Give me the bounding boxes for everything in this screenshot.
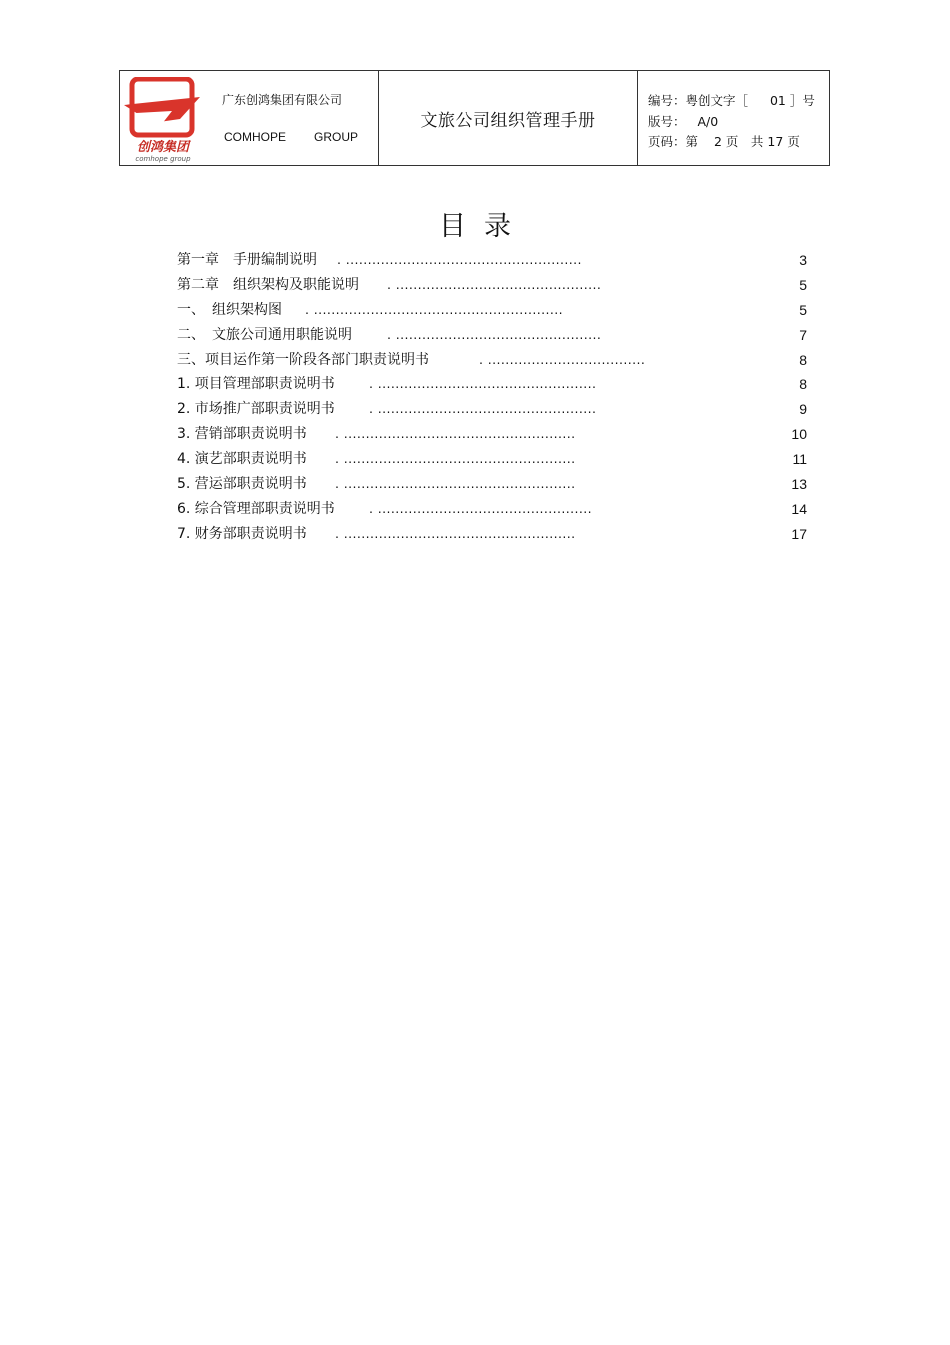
toc-entry-label: 三、项目运作第一阶段各部门职责说明书 [177, 351, 429, 368]
toc-entry-page: 14 [791, 500, 807, 517]
company-name-en-2: GROUP [314, 130, 359, 144]
toc-entry[interactable] [177, 325, 807, 350]
toc-entry[interactable] [177, 374, 807, 399]
toc-entry[interactable] [177, 350, 807, 375]
toc-entry[interactable] [177, 250, 807, 275]
toc-entry-page: 8 [799, 376, 807, 393]
logo-text-en: comhope group [135, 155, 191, 163]
doc-code-line [648, 91, 829, 112]
toc-entry[interactable] [177, 424, 807, 449]
toc-entry-label: 第一章 手册编制说明 [177, 252, 317, 268]
toc-entry-label: 1. 项目管理部职责说明书 [177, 376, 335, 393]
toc-entry-label: 6. 综合管理部职责说明书 [177, 500, 335, 517]
comhope-logo-icon [122, 77, 204, 163]
toc-entry[interactable] [177, 449, 807, 474]
toc-entry-label: 2. 市场推广部职责说明书 [177, 401, 335, 418]
toc-entry[interactable] [177, 275, 807, 300]
version-line [648, 112, 829, 133]
version-value: A/0 [697, 113, 719, 129]
toc-entry[interactable] [177, 300, 807, 325]
toc-entry-leader: . ............................................... [387, 276, 602, 292]
company-name-en-1: COMHOPE [224, 130, 287, 144]
doc-code-label: 编号：粤创文字［ [648, 93, 749, 108]
toc-entry-page: 5 [799, 276, 807, 293]
page-suffix: 页 [787, 134, 800, 149]
toc-entry-label: 一、 组织架构图 [177, 301, 282, 318]
meta-cell [638, 71, 829, 165]
toc-entry-page: 5 [799, 301, 807, 318]
toc-entry-label: 4. 演艺部职责说明书 [177, 451, 307, 468]
toc-entry-leader: . ..................................................... [335, 426, 576, 442]
toc-entry-page: 9 [799, 401, 807, 418]
logo-text-cn: 创鸿集团 [136, 140, 190, 155]
company-cell [120, 71, 379, 165]
page-number-line [648, 132, 829, 153]
table-of-contents [177, 250, 807, 549]
page-total: 17 [767, 134, 784, 149]
page-label: 页码：第 [648, 134, 699, 149]
document-header [119, 70, 830, 166]
toc-entry-page: 7 [799, 326, 807, 343]
doc-code-value: 01 [769, 93, 786, 108]
toc-entry-leader: . ..................................................... [335, 525, 576, 541]
toc-entry-leader: . .................................................. [369, 401, 597, 417]
toc-entry-leader: . ................................................. [369, 500, 593, 516]
toc-entry-label: 二、 文旅公司通用职能说明 [177, 326, 352, 343]
document-title: 文旅公司组织管理手册 [420, 110, 596, 131]
toc-entry-label: 7. 财务部职责说明书 [177, 525, 307, 542]
title-cell [379, 71, 638, 165]
toc-entry-page: 13 [791, 476, 807, 493]
company-name-cn: 广东创鸿集团有限公司 [222, 93, 343, 107]
toc-entry[interactable] [177, 399, 807, 424]
toc-entry-leader: . ..................................................... [335, 451, 576, 467]
toc-entry-label: 3. 营销部职责说明书 [177, 426, 307, 443]
toc-entry-page: 10 [791, 426, 807, 443]
doc-code-suffix: ］号 [789, 93, 815, 108]
toc-entry-label: 5. 营运部职责说明书 [177, 476, 307, 493]
toc-entry-label: 第二章 组织架构及职能说明 [177, 276, 359, 293]
toc-title: 目录 [439, 211, 529, 242]
toc-entry[interactable] [177, 499, 807, 524]
toc-entry-leader: . ............................................... [387, 326, 602, 342]
toc-entry-page: 3 [799, 252, 807, 268]
toc-entry-page: 8 [799, 351, 807, 368]
toc-entry-leader: . .................................................. [369, 376, 597, 392]
toc-entry[interactable] [177, 474, 807, 499]
page-mid: 页 共 [725, 134, 764, 149]
page-current: 2 [713, 134, 722, 149]
toc-entry-leader: . .................................... [479, 351, 646, 367]
toc-entry-leader: . ..................................................... [335, 476, 576, 492]
toc-entry-page: 17 [791, 525, 807, 542]
company-name-en [224, 130, 358, 144]
version-label: 版号： [648, 113, 686, 129]
toc-entry-leader: . ......................................................... [305, 301, 564, 317]
toc-entry[interactable] [177, 524, 807, 549]
toc-entry-leader: . ...................................................... [337, 252, 582, 267]
toc-entry-page: 11 [792, 451, 807, 468]
